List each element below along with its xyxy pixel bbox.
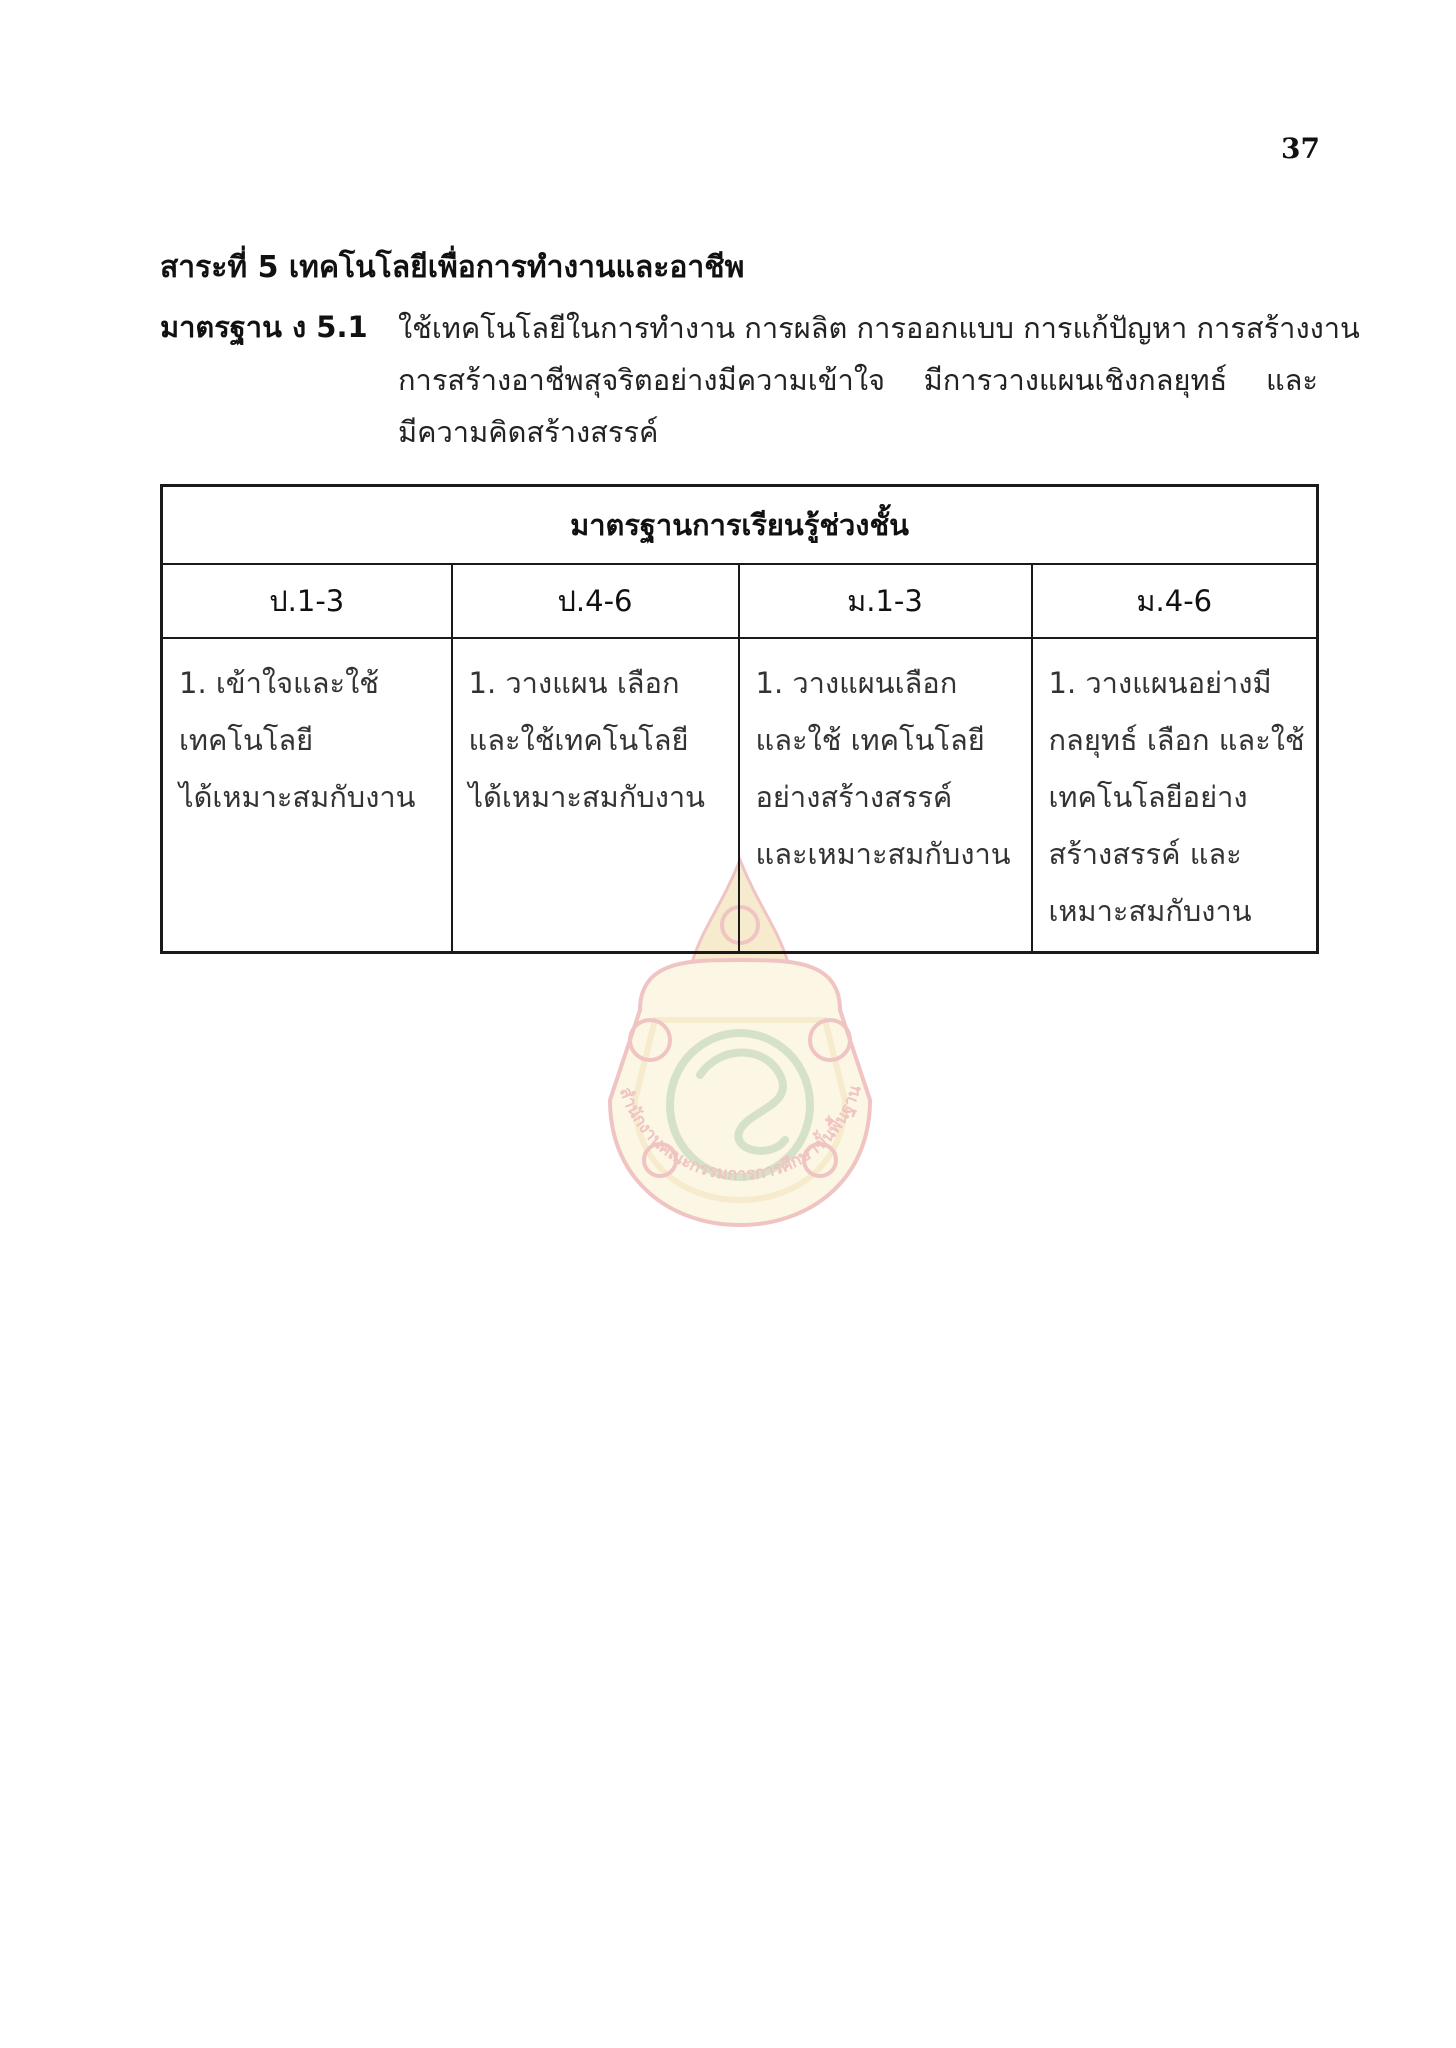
cell-line: 1. เข้าใจและใช้ [179, 666, 379, 700]
strand-title: สาระที่ 5 เทคโนโลยีเพื่อการทำงานและอาชีพ [160, 250, 745, 285]
standard-line: ใช้เทคโนโลยีในการทำงาน การผลิต การออกแบบ การแก้ปัญหา การสร้างงาน [398, 311, 1360, 345]
cell-line: และเหมาะสมกับงาน [755, 837, 1011, 871]
cell-line: 1. วางแผนอย่างมี [1048, 666, 1272, 700]
cell-line: 1. วางแผน เลือก [468, 666, 680, 700]
level-header-m1-3: ม.1-3 [739, 564, 1032, 638]
cell-line: อย่างสร้างสรรค์ [755, 780, 953, 814]
cell-line: เหมาะสมกับงาน [1048, 894, 1252, 928]
cell-line: และใช้เทคโนโลยี [468, 723, 689, 757]
cell-line: ได้เหมาะสมกับงาน [468, 780, 705, 814]
cell-line: เทคโนโลยี [179, 723, 314, 757]
level-header-p4-6: ป.4-6 [452, 564, 739, 638]
standard-label: มาตรฐาน ง 5.1 [160, 310, 368, 344]
watermark-text: สำนักงานคณะกรรมการการศึกษาขั้นพื้นฐาน [614, 1082, 866, 1186]
cell-line: สร้างสรรค์ และ [1048, 837, 1242, 871]
cell-line: เทคโนโลยีอย่าง [1048, 780, 1248, 814]
cell-line: กลยุทธ์ เลือก และใช้ [1048, 723, 1305, 757]
standard-description [398, 302, 1360, 458]
standard-cell-p1-3 [162, 638, 452, 953]
learning-standards-table [160, 484, 1319, 954]
table-caption: มาตรฐานการเรียนรู้ช่วงชั้น [162, 486, 1318, 565]
cell-line: 1. วางแผนเลือก [755, 666, 958, 700]
standard-line: การสร้างอาชีพสุจริตอย่างมีความเข้าใจ มีการวางแผนเชิงกลยุทธ์ และ [398, 363, 1318, 397]
level-header-p1-3: ป.1-3 [162, 564, 452, 638]
standard-cell-m1-3 [739, 638, 1032, 953]
cell-line: และใช้ เทคโนโลยี [755, 723, 985, 757]
level-header-m4-6: ม.4-6 [1032, 564, 1318, 638]
standard-line: มีความคิดสร้างสรรค์ [398, 415, 659, 449]
standard-cell-m4-6 [1032, 638, 1318, 953]
cell-line: ได้เหมาะสมกับงาน [179, 780, 416, 814]
page-number: 37 [1281, 132, 1320, 165]
standard-cell-p4-6 [452, 638, 739, 953]
learning-standards-table-wrap [160, 484, 1316, 954]
